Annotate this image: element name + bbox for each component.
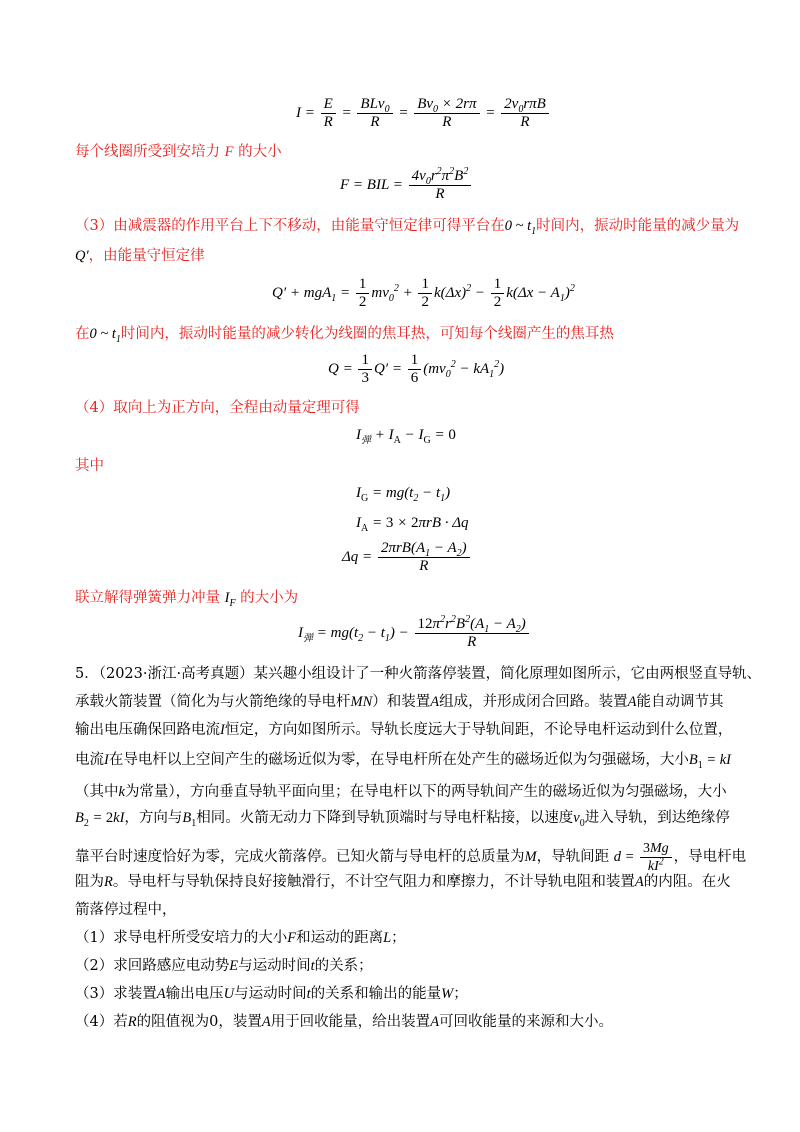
problem-5-line7: 靠平台时速度恰好为零，完成火箭落停。已知火箭与导电杆的总质量为M，导轨间距 d = $\frac{3Mg}{kI^2}$ ，导电杆电 (75, 841, 747, 874)
question-4: （4）若R的阻值视为0，装置A用于回收能量，给出装置A可回收能量的来源和大小。 (75, 1014, 614, 1030)
question-2: （2）求回路感应电动势E与运动时间t的关系； (75, 958, 373, 974)
equation-gravity-impulse: $I_G = mg(t_2 - t_1)$ (356, 485, 451, 504)
equation-momentum: $I_弹 + I_A - I_G = 0$ (356, 427, 456, 446)
problem-5-line9: 箭落停过程中， (75, 902, 177, 918)
text-ampere-force-intro: 每个线圈所受到安培力 F 的大小 (75, 144, 282, 160)
problem-5-line2: 承载火箭装置（简化为与火箭绝缘的导电杆MN）和装置A组成，并形成闭合回路。装置A能自动调节其 (75, 694, 724, 710)
text-spring-impulse: 联立解得弹簧弹力冲量 $I_F$ 的大小为 (75, 590, 299, 609)
problem-5-line8: 阻为R。导电杆与导轨保持良好接触滑行，不计空气阻力和摩擦力，不计导轨电阻和装置A的内阻。在火 (75, 874, 731, 890)
question-1: （1）求导电杆所受安培力的大小F和运动的距离L； (75, 930, 406, 946)
equation-charge: Δq = $\frac{2\pi rB(A_1 - A_2)}{R}$ (342, 540, 472, 575)
equation-spring-result: $I_弹 = mg(t_2 - t_1)$ − $\frac{12\pi^2r^2B^2(A_1 - A_2)}{R}$ (298, 616, 531, 651)
equation-heat: Q = $\frac{1}{3}$ Q′ = $\frac{1}{6}$ $(mv_0^2 - kA_1^2)$ (328, 352, 505, 386)
text-part3-line1: （3）由减震器的作用平台上下不移动，由能量守恒定律可得平台在0 ~ $t_1$时间内，振动时能量的减少量为 (75, 218, 740, 237)
equation-force: F = BIL = $\frac{4v_0r^2\pi^2B^2}{R}$ (340, 168, 473, 203)
text-where: 其中 (75, 458, 104, 474)
problem-5-line1: 5．（2023·浙江·高考真题）某兴趣小组设计了一种火箭落停装置，简化原理如图所示，它由两根竖直导轨、 (75, 666, 762, 682)
text-part4: （4）取向上为正方向，全程由动量定理可得 (75, 400, 360, 416)
text-joule-heat: 在0 ~ $t_1$时间内，振动时能量的减少转化为线圈的焦耳热，可知每个线圈产生的焦耳热 (75, 326, 614, 345)
problem-5-line3: 输出电压确保回路电流I恒定，方向如图所示。导轨长度远大于导轨间距，不论导电杆运动到什么位置， (75, 722, 733, 738)
equation-energy: Q′ + mgA$_1$ = $\frac{1}{2}$ $mv_0^2$ + $\frac{1}{2}$ $k(\Delta x)^2$ − $\frac{1}{2}$ $k(\Delta x - A_1)^2$ (272, 276, 575, 310)
equation-current: I = $\frac{E}{R}$ = $\frac{BLv_0}{R}$ = $\frac{Bv_0 \times 2r\pi}{R}$ = $\frac{2v_0r\pi B}{R}$ (296, 96, 551, 131)
equation-ampere-impulse: $I_A = 3 \times 2\pi rB \cdot \Delta q$ (356, 515, 469, 534)
problem-5-line5: （其中k为常量），方向垂直导轨平面向里；在导电杆以下的两导轨间产生的磁场近似为匀强磁场，大小 (75, 784, 727, 800)
problem-5-line4: 电流I在导电杆以上空间产生的磁场近似为零，在导电杆所在处产生的磁场近似为匀强磁场，大小$B_1$ = kI (75, 752, 732, 771)
question-3: （3）求装置A输出电压U与运动时间t的关系和输出的能量W； (75, 986, 468, 1002)
text-part3-line2: Q′，由能量守恒定律 (75, 248, 205, 264)
problem-5-line6: $B_2 = 2kI$，方向与$B_1$相同。火箭无动力下降到导轨顶端时与导电杆粘接，以速度$v_0$进入导轨，到达绝缘停 (75, 810, 730, 829)
